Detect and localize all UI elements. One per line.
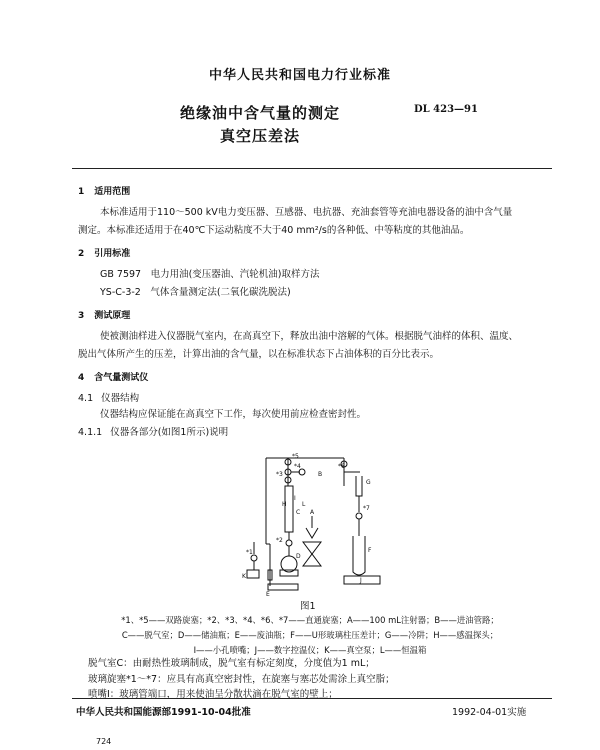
- valve-4-label: *4: [294, 463, 301, 470]
- cold-trap-label: G: [366, 479, 371, 486]
- section-3-para-line: 脱出气体所产生的压差，计算出油的含气量，以在标准状态下占油体积的百分比表示。: [78, 349, 440, 360]
- page-number: 724: [96, 737, 112, 746]
- section-1-para-line: 本标准适用于110～500 kV电力变压器、互感器、电抗器、充油套管等充油电器设备的油中含气量: [100, 207, 513, 218]
- figure-legend-line: *1、*5——双路旋塞；*2、*3、*4、*6、*7——直通旋塞；A——100 mL注射器；B——进油管路；: [121, 615, 499, 625]
- issuing-organization: 中华人民共和国电力行业标准: [208, 68, 391, 83]
- reference-item: GB 7597 电力用油(变压器油、汽轮机油)取样方法: [100, 269, 320, 280]
- valve-7-label: *7: [363, 505, 370, 512]
- section-title: 适用范围: [94, 187, 131, 197]
- valve-2-label: *2: [276, 537, 283, 544]
- valve-3-label: *3: [276, 471, 283, 478]
- implementation-date: 1992-04-01实施: [452, 707, 527, 718]
- nozzle-label: I: [294, 495, 296, 502]
- subsection-number: 4.1: [78, 393, 94, 404]
- section-title: 含气量测试仪: [94, 373, 149, 383]
- inlet-pipe-label: B: [318, 471, 323, 478]
- section-3-para-line: 使被测油样进入仪器脱气室内，在高真空下，释放出油中溶解的气体。根据脱气油样的体积、温度、: [100, 331, 519, 342]
- vacuum-pump-label: K: [242, 573, 246, 580]
- subsection-4-1-1-heading: [78, 424, 228, 442]
- reference-item: YS-C-3-2 气体含量测定法(二氧化碳洗脱法): [100, 287, 291, 298]
- valve-6-label: *6: [338, 463, 345, 470]
- section-number: 1: [78, 187, 85, 197]
- description-line: 玻璃旋塞*1～*7：应具有高真空密封性，在旋塞与塞芯处需涂上真空脂；: [88, 674, 395, 685]
- valve-1-label: *1: [246, 549, 253, 556]
- oil-bottle-label: D: [296, 553, 301, 560]
- section-3-heading: [78, 308, 130, 321]
- subsection-4-1-text: 仪器结构应保证能在高真空下工作，每次使用前应检查密封性。: [100, 409, 367, 420]
- header-divider: [72, 168, 552, 169]
- section-title: 引用标准: [94, 249, 131, 259]
- thermostat-label: J: [360, 577, 362, 584]
- section-1-heading: [78, 184, 130, 197]
- constant-temp-box-label: L: [302, 501, 306, 508]
- subsection-number: 4.1.1: [78, 427, 103, 438]
- valve-5-label: *5: [292, 453, 299, 460]
- waste-bottle-label: E: [266, 591, 270, 596]
- description-line: 脱气室C：由耐热性玻璃制成，脱气室有标定刻度，分度值为1 mL；: [88, 658, 375, 669]
- section-number: 2: [78, 249, 85, 259]
- section-2-heading: [78, 246, 130, 259]
- section-1-para-line: 测定。本标准还适用于在40℃下运动粘度不大于40 mm²/s的各种低、中等粘度的其他油品。: [78, 225, 470, 236]
- description-line: 喷嘴I：玻璃管端口，用来使油呈分散状滴在脱气室的壁上；: [88, 689, 338, 700]
- document-subtitle: 真空压差法: [219, 127, 300, 145]
- section-number: 4: [78, 373, 85, 383]
- figure-legend-line: I——小孔喷嘴；J——数字控温仪；K——真空泵；L——恒温箱: [193, 645, 427, 655]
- subsection-title: 仪器结构: [101, 393, 140, 404]
- footer-divider: [72, 698, 552, 699]
- figure-caption: 图1: [300, 601, 316, 612]
- section-4-heading: [78, 370, 148, 383]
- manometer-label: F: [368, 547, 372, 554]
- subsection-title: 仪器各部分(如图1所示)说明: [110, 427, 229, 438]
- section-title: 测试原理: [94, 311, 131, 321]
- standard-code: DL 423—91: [414, 104, 478, 115]
- document-title: 绝缘油中含气量的测定: [179, 104, 340, 122]
- degassing-chamber-label: C: [296, 509, 301, 516]
- figure-legend-line: C——脱气室；D——储油瓶；E——废油瓶；F——U形玻璃柱压差计；G——冷阱；H——感温探头；: [121, 630, 499, 640]
- syringe-label: A: [310, 509, 315, 516]
- approval-line: 中华人民共和国能源部1991-10-04批准: [76, 707, 251, 718]
- probe-label: H: [282, 501, 287, 508]
- apparatus-diagram: [240, 446, 396, 596]
- section-number: 3: [78, 311, 85, 321]
